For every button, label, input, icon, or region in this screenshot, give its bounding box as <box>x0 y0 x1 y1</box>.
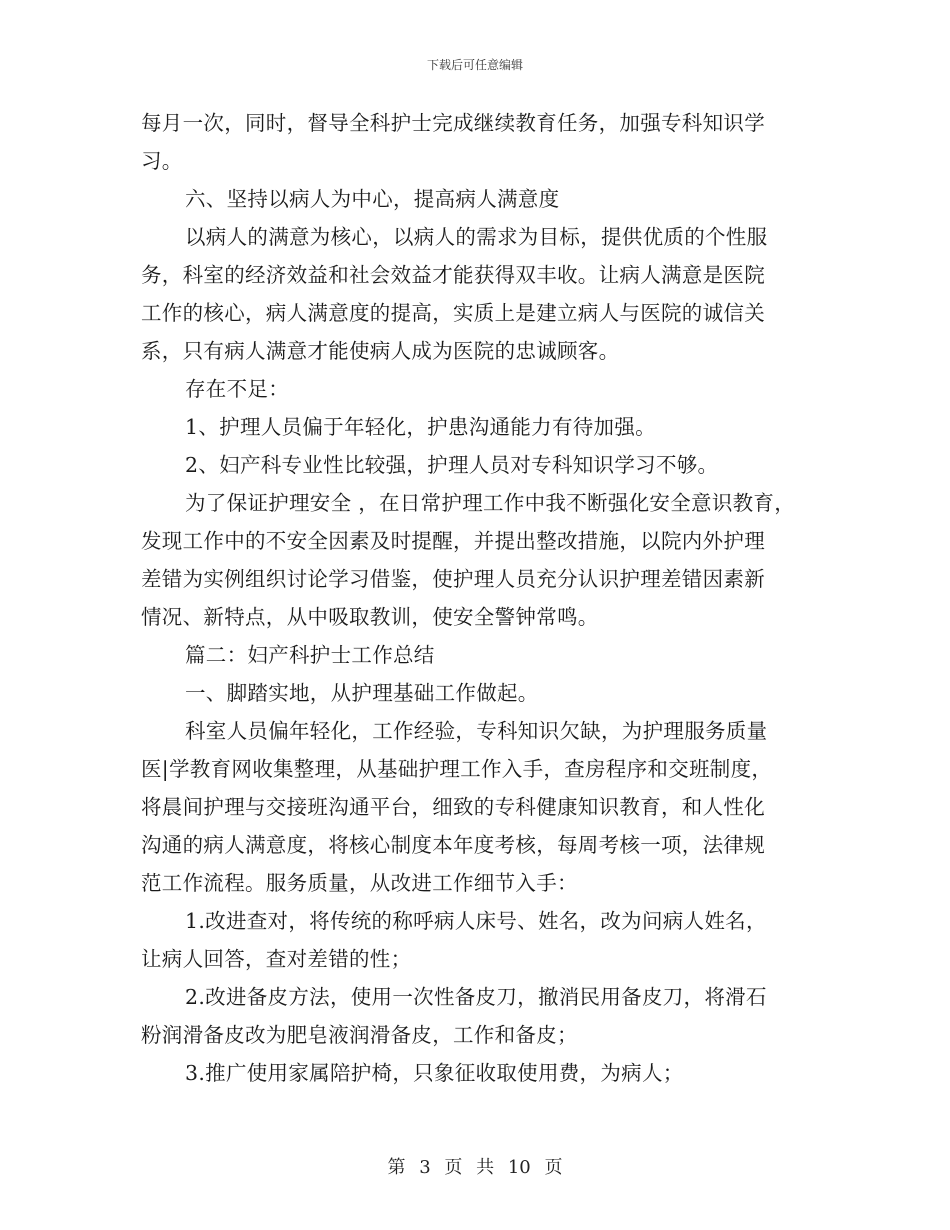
text-line: 让病人回答，查对差错的性； <box>141 947 412 971</box>
text-line: 沟通的病人满意度，将核心制度本年度考核，每周考核一项，法律规 <box>141 833 765 857</box>
text-line: 科室人员偏年轻化，工作经验，专科知识欠缺，为护理服务质量 <box>185 719 768 743</box>
text-line: 差错为实例组织讨论学习借鉴，使护理人员充分认识护理差错因素新 <box>141 567 765 591</box>
text-line: 1.改进查对，将传统的称呼病人床号、姓名，改为问病人姓名， <box>185 909 767 933</box>
text-line: 以病人的满意为核心，以病人的需求为目标，提供优质的个性服 <box>185 225 768 249</box>
text-line: 1、护理人员偏于年轻化，护患沟通能力有待加强。 <box>185 415 656 439</box>
text-line: 每月一次，同时，督导全科护士完成继续教育任务，加强专科知识学 <box>141 111 765 135</box>
text-line: 医|学教育网收集整理，从基础护理工作入手，查房程序和交班制度， <box>141 757 773 781</box>
text-line: 粉润滑备皮改为肥皂液润滑备皮，工作和备皮； <box>141 1023 578 1047</box>
text-line: 3.推广使用家属陪护椅，只象征收取使用费，为病人； <box>185 1061 684 1085</box>
page-number: 第 3 页 共 10 页 <box>387 1157 563 1178</box>
text-line: 六、坚持以病人为中心，提高病人满意度 <box>185 187 560 211</box>
text-line: 2.改进备皮方法，使用一次性备皮刀，撤消民用备皮刀，将滑石 <box>185 985 767 1009</box>
text-line: 篇二：妇产科护士工作总结 <box>185 643 435 667</box>
text-line: 2、妇产科专业性比较强，护理人员对专科知识学习不够。 <box>185 453 719 477</box>
text-line: 将晨间护理与交接班沟通平台，细致的专科健康知识教育，和人性化 <box>141 795 765 819</box>
page-header: 下载后可任意编辑 <box>426 58 523 72</box>
text-line: 存在不足： <box>185 377 289 401</box>
text-line: 工作的核心，病人满意度的提高，实质上是建立病人与医院的诚信关 <box>141 301 765 325</box>
text-line: 一、脚踏实地，从护理基础工作做起。 <box>185 681 539 705</box>
text-line: 为了保证护理安全 ，在日常护理工作中我不断强化安全意识教育， <box>185 491 796 515</box>
text-line: 范工作流程。服务质量，从改进工作细节入手： <box>141 871 578 895</box>
text-line: 习。 <box>141 149 183 173</box>
text-line: 发现工作中的不安全因素及时提醒，并提出整改措施，以院内外护理 <box>141 529 765 553</box>
document-body <box>141 104 831 1092</box>
text-line: 情况、新特点，从中吸取教训，使安全警钟常鸣。 <box>141 605 599 629</box>
text-line: 系，只有病人满意才能使病人成为医院的忠诚顾客。 <box>141 339 620 363</box>
text-line: 务，科室的经济效益和社会效益才能获得双丰收。让病人满意是医院 <box>141 263 765 287</box>
